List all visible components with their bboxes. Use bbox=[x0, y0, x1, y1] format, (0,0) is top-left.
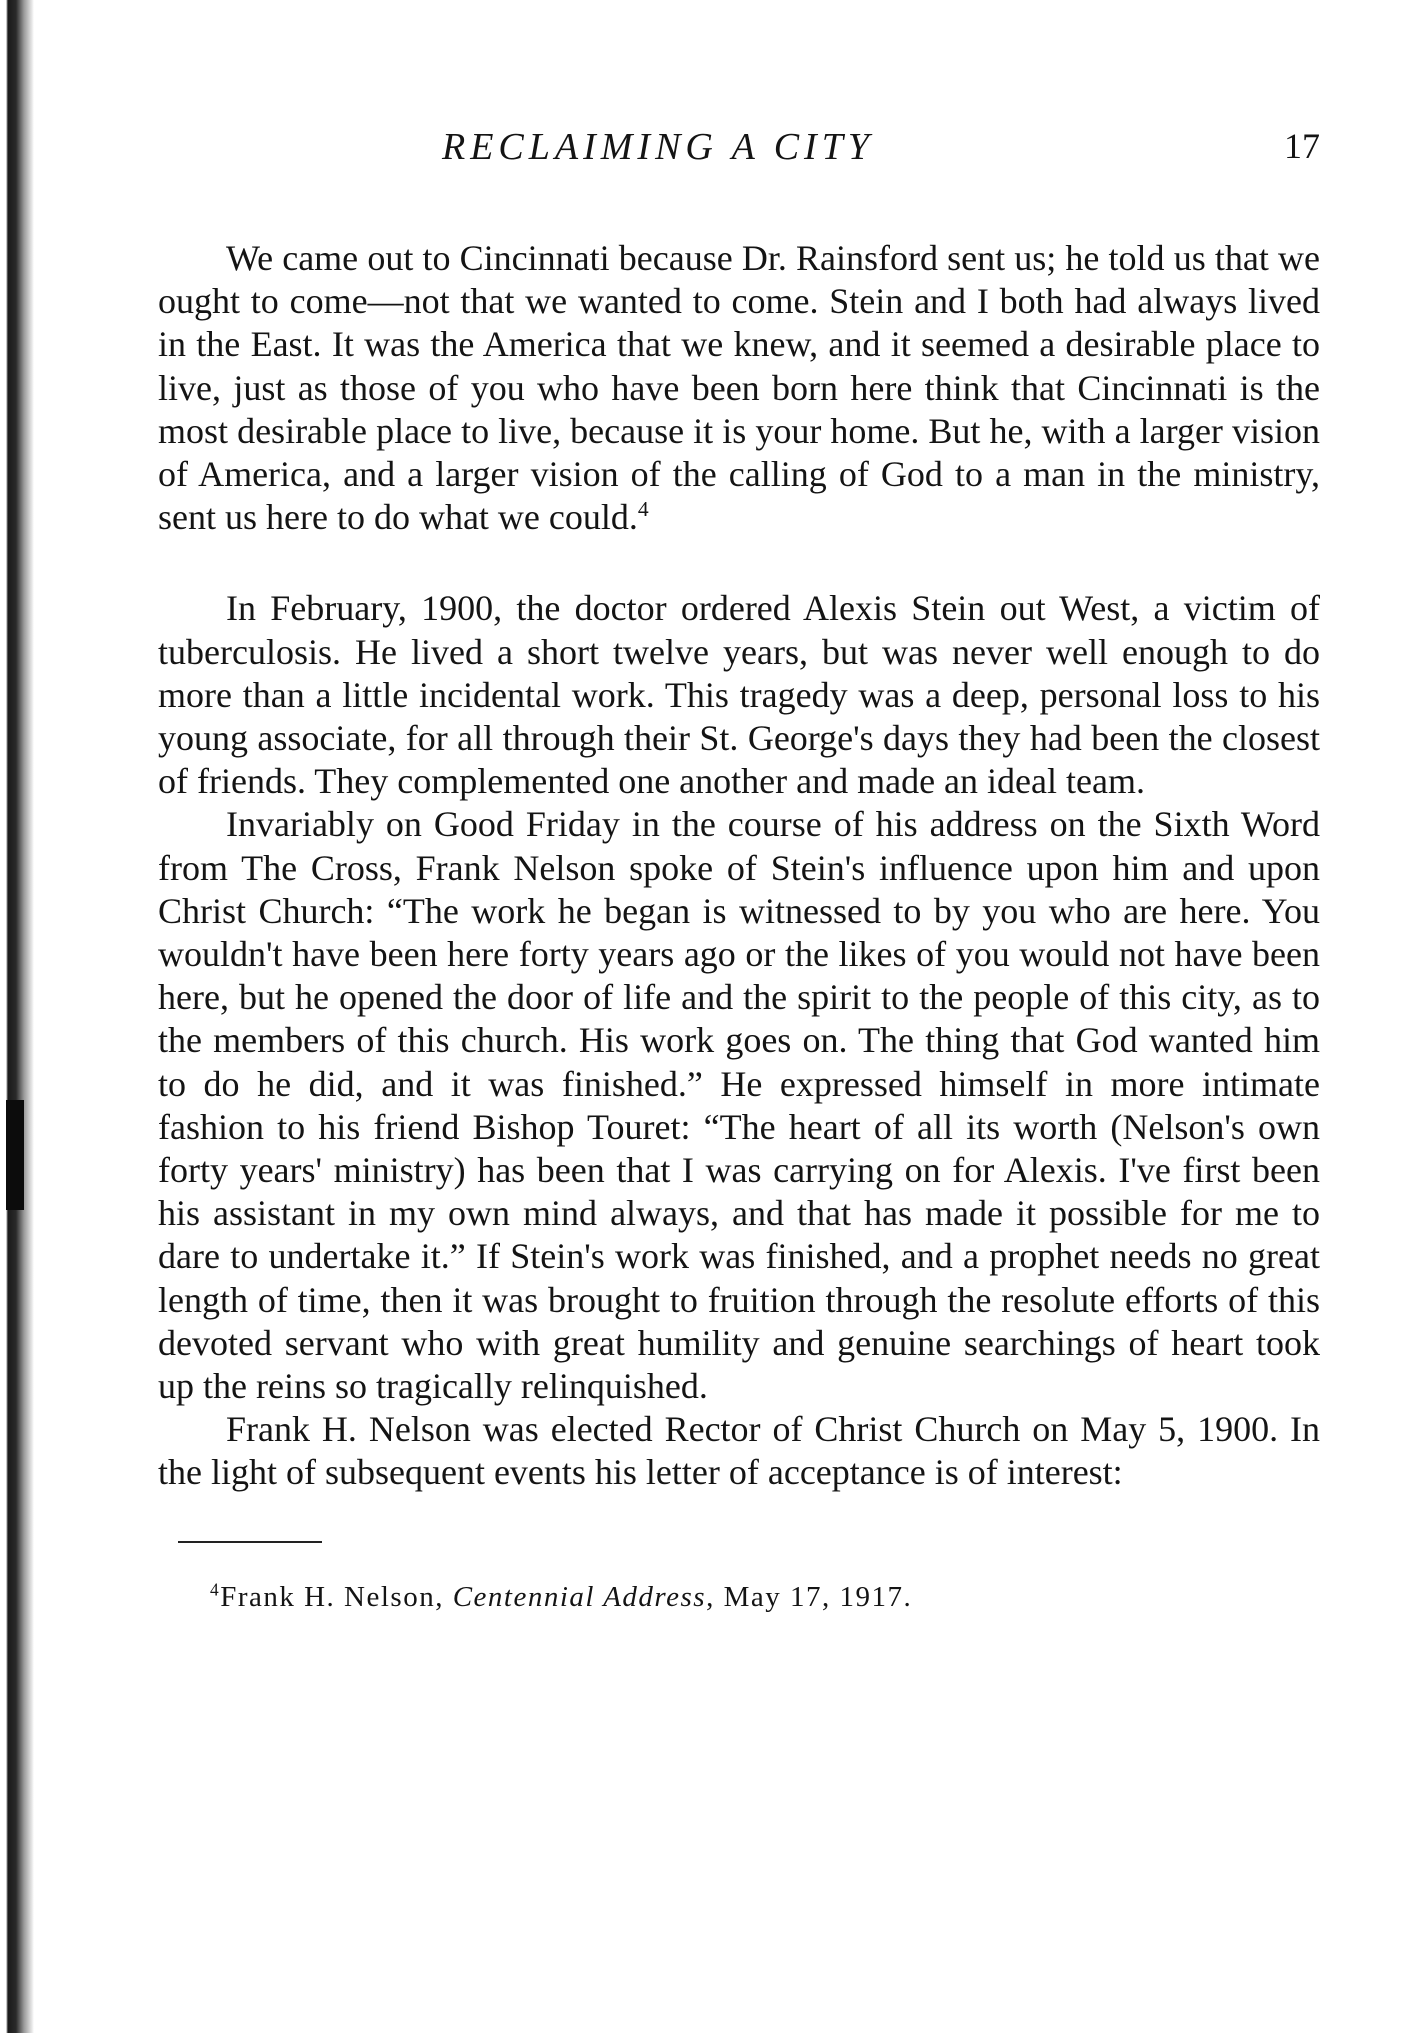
book-spine-shadow bbox=[0, 0, 34, 2033]
paragraph: Invariably on Good Friday in the course of his address on the Sixth Word from The Cross, Frank Nelson spoke of Stein's influence upon him and upon Christ Church: “The work he began is witnessed to by you who are here. You wouldn't have been here forty years ago or the likes of you would not have been here, but he opened the door of life and the spirit to the people of this city, as to the members of this church. His work goes on. The thing that God wanted him to do he did, and it was finished.” He expressed himself in more intimate fashion to his friend Bishop Touret: “The heart of all its worth (Nelson's own forty years' ministry) has been that I was carrying on for Alexis. I've first been his assistant in my own mind always, and that has made it possible for me to dare to undertake it.” If Stein's work was finished, and a prophet needs no great length of time, then it was brought to fruition through the resolute efforts of this devoted servant who with great humility and genuine searchings of heart took up the reins so tragically relinquished. bbox=[158, 804, 1320, 1407]
footnote-marker: 4 bbox=[210, 1579, 221, 1600]
paragraph: Frank H. Nelson was elected Rector of Christ Church on May 5, 1900. In the light of subsequent events his letter of acceptance is of interest: bbox=[158, 1409, 1320, 1493]
footnote bbox=[210, 1581, 1320, 1614]
paragraph-text: We came out to Cincinnati because Dr. Rainsford sent us; he told us that we ought to come—not that we wanted to come. Stein and I both had always lived in the East. It was the America that we knew, and it seemed a desirable place to live, just as those of you who have been born here think that Cincinnati is the most desirable place to live, because it is your home. But he, with a larger vision of America, and a larger vision of the calling of God to a man in the ministry, sent us here to do what we could. bbox=[158, 238, 1320, 538]
paragraph: In February, 1900, the doctor ordered Alexis Stein out West, a victim of tuberculosis. He lived a short twelve years, but was never well enough to do more than a little incidental work. This tragedy was a deep, personal loss to his young associate, for all through their St. George's days they had been the closest of friends. They complemented one another and made an ideal team. bbox=[158, 588, 1320, 802]
footnote-ref: 4 bbox=[637, 497, 649, 522]
footnote-title: Centennial Address bbox=[452, 1580, 707, 1613]
page-number: 17 bbox=[1284, 126, 1320, 166]
spine-dark-mark bbox=[6, 1100, 24, 1210]
footnote-date: , May 17, 1917. bbox=[706, 1580, 913, 1613]
running-head: RECLAIMING A CITY bbox=[442, 126, 874, 168]
page-header bbox=[158, 125, 1320, 185]
footnote-rule bbox=[178, 1541, 322, 1543]
footnote-author: Frank H. Nelson, bbox=[220, 1580, 453, 1613]
paragraph-quote bbox=[158, 237, 1320, 539]
book-page bbox=[158, 125, 1320, 1614]
body-text bbox=[158, 237, 1320, 1495]
